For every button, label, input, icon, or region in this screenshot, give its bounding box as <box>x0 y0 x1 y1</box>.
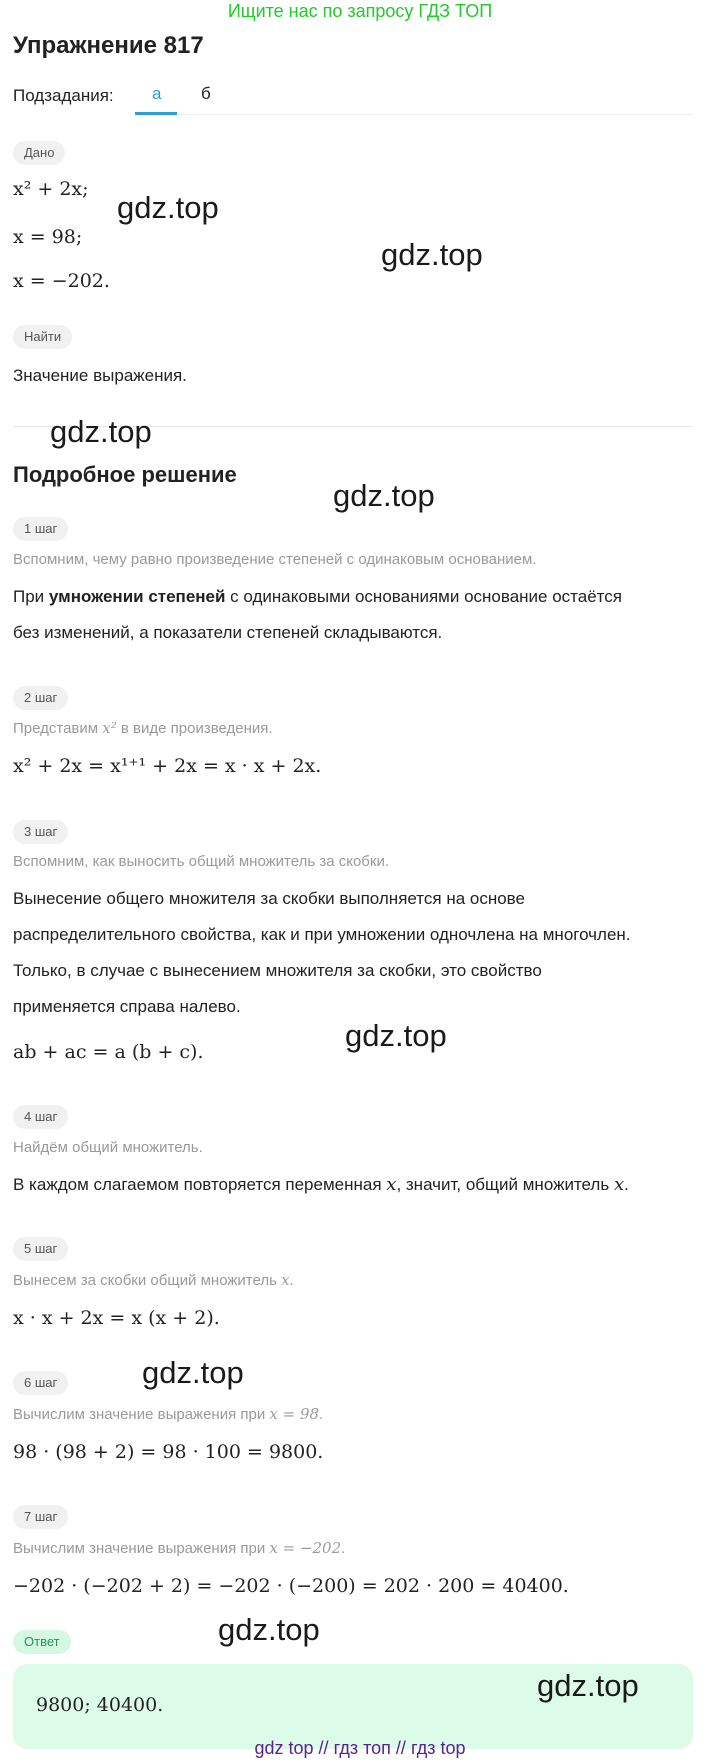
step-5-chip: 5 шаг <box>13 1237 68 1261</box>
step-7-hint-pre: Вычислим значение выражения при <box>13 1540 270 1557</box>
step-1-chip: 1 шаг <box>13 517 68 541</box>
step-4-text <box>13 1174 629 1195</box>
step-5-hint-pre: Вынесем за скобки общий множитель <box>13 1272 282 1289</box>
watermark: gdz.top <box>537 1668 639 1703</box>
given-line-1 <box>13 178 89 200</box>
step-2-chip: 2 шаг <box>13 686 68 710</box>
step-7-hint-math: x = −202 <box>269 1539 342 1557</box>
step-2-hint <box>13 719 273 737</box>
given-chip: Дано <box>13 141 65 165</box>
step-1-text-pre: При <box>13 587 49 606</box>
step-6-hint-post: . <box>319 1406 324 1423</box>
step-1-text-line-1 <box>13 587 622 607</box>
subtasks-label: Подзадания: <box>13 86 114 105</box>
step-2-hint-pre: Представим <box>13 720 103 737</box>
step-3-hint: Вспомним, как выносить общий множитель за скобки. <box>13 853 389 870</box>
step-7-hint-post: . <box>341 1540 346 1557</box>
step-1-text-bold: умножении степеней <box>48 587 226 606</box>
watermark: gdz.top <box>345 1018 447 1053</box>
watermark: gdz.top <box>50 414 152 449</box>
step-7-chip: 7 шаг <box>13 1505 68 1529</box>
step-7-math: −202 · (−202 + 2) = −202 · (−200) = 202 · 200 = 40400. <box>13 1575 569 1597</box>
step-7-hint <box>13 1539 345 1557</box>
watermark: gdz.top <box>333 478 435 513</box>
step-1-hint: Вспомним, чему равно произведение степеней с одинаковым основанием. <box>13 551 537 568</box>
step-4-hint: Найдём общий множитель. <box>13 1139 203 1156</box>
footer-separator: // <box>395 1738 406 1758</box>
step-3-line-1: Вынесение общего множителя за скобки выполняется на основе <box>13 889 525 908</box>
given-line-3: x = −202. <box>13 270 110 292</box>
step-6-hint-math: x = 98 <box>269 1405 320 1423</box>
step-5-math: x · x + 2x = x (x + 2). <box>13 1307 220 1329</box>
step-5-hint-post: . <box>289 1272 294 1289</box>
step-3-line-2: распределительного свойства, как и при умножении одночлена на многочлен. <box>13 925 631 944</box>
step-5-hint-math: x <box>281 1271 290 1289</box>
step-4-var-1: x <box>386 1174 397 1195</box>
tabs-divider <box>135 114 692 115</box>
find-text: Значение выражения. <box>13 366 187 385</box>
step-1-text-line-2: без изменений, а показатели степеней складываются. <box>13 623 443 642</box>
step-2-hint-math: x² <box>102 719 117 737</box>
promo-banner[interactable]: Ищите нас по запросу ГДЗ ТОП <box>227 1 493 21</box>
given-expression: x² + 2x; <box>13 178 89 200</box>
step-3-math: ab + ac = a (b + c). <box>13 1041 204 1063</box>
step-1-text-post: с одинаковыми основаниями основание остаётся <box>225 587 622 606</box>
step-5-hint <box>13 1271 294 1289</box>
watermark: gdz.top <box>218 1612 320 1647</box>
footer-link-2[interactable]: гдз топ <box>333 1738 391 1758</box>
step-4-var-2: x <box>613 1174 625 1195</box>
step-4-text-mid: , значит, общий множитель <box>396 1175 614 1194</box>
tab-a[interactable]: а <box>152 84 162 103</box>
step-6-chip: 6 шаг <box>13 1371 68 1395</box>
step-2-hint-post: в виде произведения. <box>116 720 273 737</box>
footer-link-1[interactable]: gdz top <box>254 1738 314 1758</box>
find-chip: Найти <box>13 325 72 349</box>
step-3-line-3: Только, в случае с вынесением множителя за скобки, это свойство <box>13 961 542 980</box>
step-2-math: x² + 2x = x¹⁺¹ + 2x = x · x + 2x. <box>13 755 322 777</box>
step-4-text-pre: В каждом слагаемом повторяется переменная <box>13 1175 387 1194</box>
page-title: Упражнение 817 <box>13 32 204 59</box>
step-4-text-end: . <box>624 1175 629 1194</box>
answer-chip: Ответ <box>13 1630 71 1654</box>
footer-separator: // <box>318 1738 329 1758</box>
active-tab-indicator <box>135 112 177 115</box>
watermark: gdz.top <box>117 190 219 225</box>
step-6-math: 98 · (98 + 2) = 98 · 100 = 9800. <box>13 1441 324 1463</box>
answer-value: 9800; 40400. <box>36 1694 164 1716</box>
watermark: gdz.top <box>381 237 483 272</box>
step-4-chip: 4 шаг <box>13 1105 68 1129</box>
footer-links <box>0 1738 720 1759</box>
watermark: gdz.top <box>142 1355 244 1390</box>
step-6-hint-pre: Вычислим значение выражения при <box>13 1406 270 1423</box>
step-3-line-4: применяется справа налево. <box>13 997 241 1016</box>
tab-b[interactable]: б <box>201 84 211 103</box>
footer-link-3[interactable]: гдз top <box>410 1738 466 1758</box>
given-line-2: x = 98; <box>13 226 83 248</box>
step-3-chip: 3 шаг <box>13 820 68 844</box>
step-6-hint <box>13 1405 323 1423</box>
solution-title: Подробное решение <box>13 462 237 487</box>
